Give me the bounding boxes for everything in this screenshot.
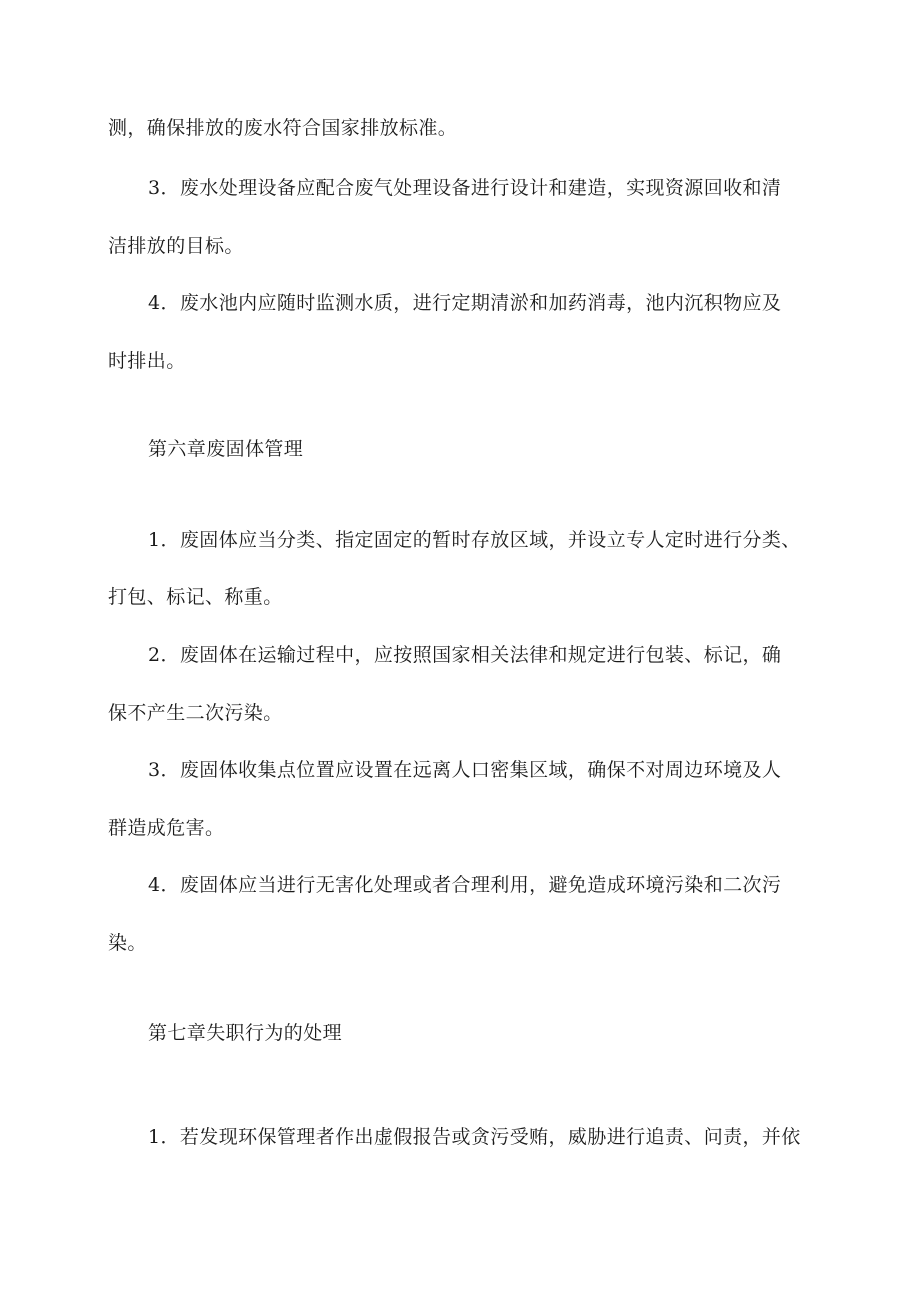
chapter-6-title: 第六章废固体管理 [148,438,304,460]
paragraph-ch5-item4-line-1: 4．废水池内应随时监测水质，进行定期清淤和加药消毒，池内沉积物应及 [148,292,782,314]
chapter-7-title: 第七章失职行为的处理 [148,1022,343,1044]
paragraph-ch6-item4-line-1: 4．废固体应当进行无害化处理或者合理利用，避免造成环境污染和二次污 [148,874,782,896]
paragraph-ch5-item4-line-2: 时排出。 [108,350,186,372]
paragraph-ch6-item2-line-2: 保不产生二次污染。 [108,702,283,724]
paragraph-ch5-item3-line-1: 3．废水处理设备应配合废气处理设备进行设计和建造，实现资源回收和清 [148,177,782,199]
paragraph-ch7-item1-line-1: 1．若发现环保管理者作出虚假报告或贪污受贿，威胁进行追责、问责，并依 [148,1126,801,1148]
paragraph-ch6-item4-line-2: 染。 [108,932,147,954]
paragraph-ch6-item2-line-1: 2．废固体在运输过程中，应按照国家相关法律和规定进行包装、标记，确 [148,644,782,666]
paragraph-ch6-item3-line-1: 3．废固体收集点位置应设置在远离人口密集区域，确保不对周边环境及人 [148,759,782,781]
paragraph-intro-line-1: 测，确保排放的废水符合国家排放标准。 [108,117,458,139]
paragraph-ch6-item3-line-2: 群造成危害。 [108,817,225,839]
paragraph-ch5-item3-line-2: 洁排放的目标。 [108,235,244,257]
paragraph-ch6-item1-line-1: 1．废固体应当分类、指定固定的暂时存放区域，并设立专人定时进行分类、 [148,529,801,551]
paragraph-ch6-item1-line-2: 打包、标记、称重。 [108,586,283,608]
